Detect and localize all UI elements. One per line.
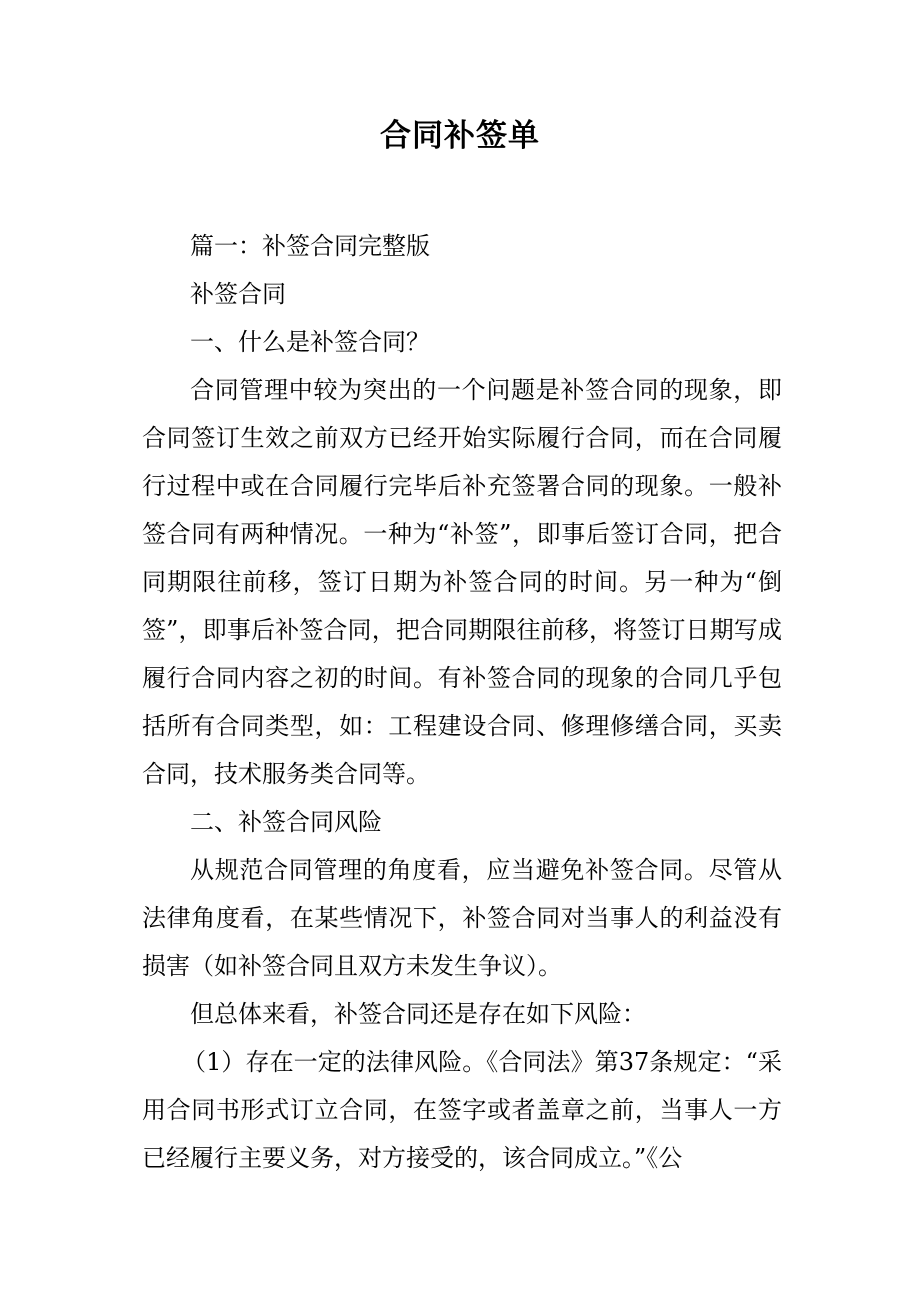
section-heading-risks: 二、补签合同风险 <box>190 808 382 836</box>
document-body <box>142 222 782 1182</box>
paragraph-definition: 合同管理中较为突出的一个问题是补签合同的现象，即合同签订生效之前双方已经开始实际履行合同，而在合同履行过程中或在合同履行完毕后补充签署合同的现象。一般补签合同有两种情况。一种为“补签”，即事后签订合同，把合同期限往前移，签订日期为补签合同的时间。另一种为“倒签”，即事后补签合同，把合同期限往前移，将签订日期写成履行合同内容之初的时间。有补签合同的现象的合同几乎包括所有合同类型，如：工程建设合同、修理修缮合同，买卖合同，技术服务类合同等。 <box>142 376 782 788</box>
paragraph-legal-risk: （1）存在一定的法律风险。《合同法》第37条规定：“采用合同书形式订立合同，在签字或者盖章之前，当事人一方已经履行主要义务，对方接受的，该合同成立。”《公 <box>142 1048 782 1172</box>
document-title: 合同补签单 <box>380 118 540 154</box>
section-heading-part-one: 篇一：补签合同完整版 <box>190 232 430 260</box>
paragraph-overall-risks: 但总体来看，补签合同还是存在如下风险： <box>190 1000 646 1028</box>
subheading-supplementary-contract: 补签合同 <box>190 280 286 308</box>
paragraph-management-view: 从规范合同管理的角度看，应当避免补签合同。尽管从法律角度看，在某些情况下，补签合同对当事人的利益没有损害（如补签合同且双方未发生争议）。 <box>142 856 782 980</box>
section-heading-what-is: 一、什么是补签合同？ <box>190 328 430 356</box>
